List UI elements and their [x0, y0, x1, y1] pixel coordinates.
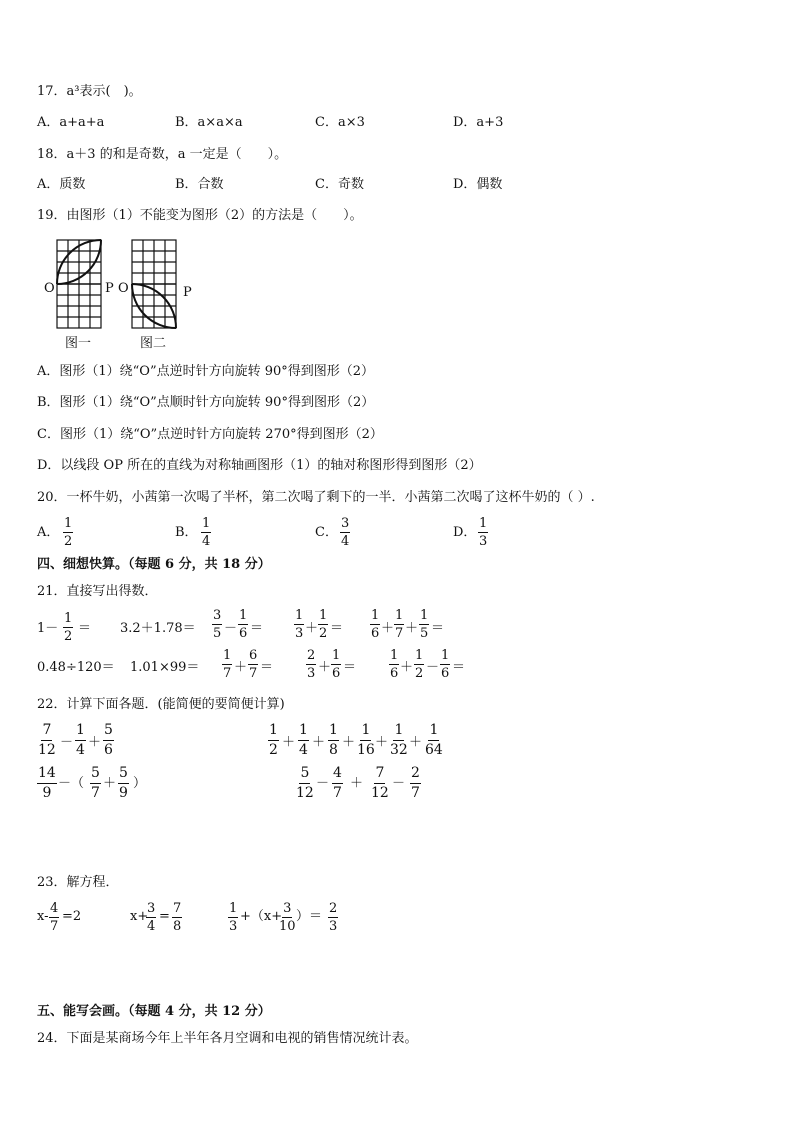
q22b-plus-1: ＋ [282, 735, 296, 750]
q21-r2-e4-plus: ＋ [318, 660, 332, 675]
q23-e1-prefix: x- [37, 909, 49, 924]
q22b-plus-5: ＋ [409, 735, 423, 750]
q20-option-d-label: D． [453, 525, 477, 540]
q21-r1-e1-prefix: 1－ [37, 621, 59, 636]
q20-option-a-fraction: $\frac{1}{2}$ [64, 516, 73, 549]
q22d-minus-1: － [316, 776, 330, 791]
q19-stem: 19．由图形（1）不能变为图形（2）的方法是（ ）。 [37, 208, 363, 223]
q21-r1-e5-equals: ＝ [431, 621, 445, 636]
q19-label-p2: P [183, 285, 192, 300]
q21-r1-e3-fraction-1: $\frac{3}{5}$ [213, 608, 222, 641]
q21-r2-e3-fraction-1: $\frac{1}{7}$ [223, 648, 232, 681]
q22c-right-paren: ） [133, 776, 147, 791]
q19-caption-1: 图一 [65, 336, 92, 351]
q22b-plus-2: ＋ [312, 735, 326, 750]
q22b-plus-3: ＋ [342, 735, 356, 750]
q22b-fraction-5: $\frac{1}{32}$ [390, 722, 408, 758]
q22b-fraction-4: $\frac{1}{16}$ [357, 722, 375, 758]
q22d-minus-2: － [392, 776, 406, 791]
q21-r1-e5-fraction-2: $\frac{1}{7}$ [395, 608, 404, 641]
q21-r1-e3-minus: － [224, 621, 238, 636]
q22a-plus: ＋ [88, 735, 102, 750]
q21-r2-e3-fraction-2: $\frac{6}{7}$ [249, 648, 258, 681]
q21-r2-e5-fraction-2: $\frac{1}{2}$ [415, 648, 424, 681]
q21-r1-e5-fraction-1: $\frac{1}{6}$ [371, 608, 380, 641]
q22a-fraction-1: $\frac{7}{12}$ [38, 722, 56, 758]
q22c-minus: － [58, 776, 72, 791]
q18-option-a: A．质数 [37, 177, 86, 192]
q22c-plus: ＋ [103, 776, 117, 791]
q22-stem: 22．计算下面各题．(能简便的要简便计算) [37, 697, 285, 712]
q21-r2-e5-fraction-3: $\frac{1}{6}$ [441, 648, 450, 681]
q17-stem: 17．a³表示( )。 [37, 84, 142, 99]
q23-e3-middle: +（x+ [240, 909, 283, 924]
q22a-fraction-2: $\frac{1}{4}$ [76, 722, 85, 758]
q22b-plus-4: ＋ [375, 735, 389, 750]
q17-option-b: B．a×a×a [175, 115, 243, 130]
q24-stem: 24．下面是某商场今年上半年各月空调和电视的销售情况统计表。 [37, 1031, 418, 1046]
q19-figure [40, 236, 200, 354]
q21-r2-e5-plus: ＋ [400, 660, 414, 675]
q19-option-c: C．图形（1）绕“O”点逆时针方向旋转 270°得到图形（2） [37, 427, 383, 442]
q21-r1-e1-fraction: $\frac{1}{2}$ [64, 611, 73, 644]
q22c-fraction-3: $\frac{5}{9}$ [119, 765, 128, 801]
q20-option-b-fraction: $\frac{1}{4}$ [202, 516, 211, 549]
q23-e1-suffix: =2 [62, 909, 82, 924]
q21-r2-e5-minus: － [426, 660, 440, 675]
q21-r2-e3-plus: ＋ [234, 660, 248, 675]
q21-r1-e5-plus-2: ＋ [405, 621, 419, 636]
q23-e3-fraction-2: $\frac{3}{10}$ [279, 901, 296, 934]
q20-stem: 20．一杯牛奶，小茜第一次喝了半杯，第二次喝了剩下的一半．小茜第二次喝了这杯牛奶的（ ）. [37, 490, 595, 505]
q20-option-c-fraction: $\frac{3}{4}$ [341, 516, 350, 549]
q19-label-p1: P [105, 281, 114, 296]
q23-e2-fraction-1: $\frac{3}{4}$ [147, 901, 156, 934]
q21-r2-e5-fraction-1: $\frac{1}{6}$ [390, 648, 399, 681]
q22a-fraction-3: $\frac{5}{6}$ [104, 722, 113, 758]
q20-option-c-label: C． [315, 525, 338, 540]
q17-option-d: D．a+3 [453, 115, 504, 130]
q21-r1-e4-plus: ＋ [305, 621, 319, 636]
q22a-minus: － [60, 735, 74, 750]
q21-r1-e1-equals: ＝ [78, 621, 92, 636]
q21-r1-e5-fraction-3: $\frac{1}{5}$ [420, 608, 429, 641]
q22b-fraction-6: $\frac{1}{64}$ [425, 722, 443, 758]
q22d-fraction-1: $\frac{5}{12}$ [296, 765, 314, 801]
q23-e2-fraction-2: $\frac{7}{8}$ [173, 901, 182, 934]
q19-option-d: D．以线段 OP 所在的直线为对称轴画图形（1）的轴对称图形得到图形（2） [37, 458, 482, 473]
q20-option-d-fraction: $\frac{1}{3}$ [479, 516, 488, 549]
q23-e3-fraction-1: $\frac{1}{3}$ [229, 901, 238, 934]
q22c-left-paren: （ [71, 776, 85, 791]
q18-stem: 18．a＋3 的和是奇数，a 一定是（ ）。 [37, 147, 288, 162]
q22d-plus: ＋ [350, 776, 364, 791]
q19-option-b: B．图形（1）绕“O”点顺时针方向旋转 90°得到图形（2） [37, 395, 375, 410]
q21-r1-e5-plus-1: ＋ [381, 621, 395, 636]
q21-r2-e1: 0.48÷120＝ [37, 660, 115, 675]
q18-option-c: C．奇数 [315, 177, 364, 192]
q23-e2-prefix: x+ [130, 909, 149, 924]
q19-label-o1: O [44, 281, 55, 296]
q23-stem: 23．解方程． [37, 875, 119, 890]
q21-r1-e4-fraction-1: $\frac{1}{3}$ [295, 608, 304, 641]
q21-stem: 21．直接写出得数． [37, 584, 158, 599]
q21-r2-e4-equals: ＝ [343, 660, 357, 675]
q21-r2-e4-fraction-1: $\frac{2}{3}$ [307, 648, 316, 681]
section5-title: 五、能写会画。（每题 4 分，共 12 分） [37, 1004, 271, 1019]
q22d-fraction-3: $\frac{7}{12}$ [371, 765, 389, 801]
q19-caption-2: 图二 [140, 336, 167, 351]
q21-r1-e4-fraction-2: $\frac{1}{2}$ [319, 608, 328, 641]
q22c-fraction-2: $\frac{5}{7}$ [91, 765, 100, 801]
q21-r2-e2: 1.01×99＝ [130, 660, 200, 675]
q23-e3-suffix: ）＝ [296, 909, 323, 924]
q20-option-b-label: B． [175, 525, 198, 540]
q21-r2-e4-fraction-2: $\frac{1}{6}$ [332, 648, 341, 681]
q23-e2-equals: = [159, 909, 170, 924]
q22b-fraction-3: $\frac{1}{8}$ [329, 722, 338, 758]
q18-option-d: D．偶数 [453, 177, 503, 192]
q23-e1-fraction: $\frac{4}{7}$ [50, 901, 59, 934]
q17-option-c: C．a×3 [315, 115, 365, 130]
q21-r1-e4-equals: ＝ [330, 621, 344, 636]
q19-label-o2: O [118, 281, 129, 296]
q22b-fraction-1: $\frac{1}{2}$ [269, 722, 278, 758]
q20-option-a-label: A． [37, 525, 60, 540]
section4-title: 四、细想快算。（每题 6 分，共 18 分） [37, 557, 271, 572]
q21-r1-e3-fraction-2: $\frac{1}{6}$ [239, 608, 248, 641]
q17-option-a: A．a+a+a [37, 115, 105, 130]
q22d-fraction-4: $\frac{2}{7}$ [411, 765, 420, 801]
q22c-fraction-1: $\frac{14}{9}$ [38, 765, 56, 801]
q21-r1-e2: 3.2＋1.78＝ [120, 621, 196, 636]
q22b-fraction-2: $\frac{1}{4}$ [299, 722, 308, 758]
q18-option-b: B．合数 [175, 177, 224, 192]
q21-r2-e5-equals: ＝ [452, 660, 466, 675]
q22d-fraction-2: $\frac{4}{7}$ [333, 765, 342, 801]
q21-r2-e3-equals: ＝ [260, 660, 274, 675]
q23-e3-fraction-3: $\frac{2}{3}$ [329, 901, 338, 934]
q21-r1-e3-equals: ＝ [250, 621, 264, 636]
q19-option-a: A．图形（1）绕“O”点逆时针方向旋转 90°得到图形（2） [37, 364, 375, 379]
